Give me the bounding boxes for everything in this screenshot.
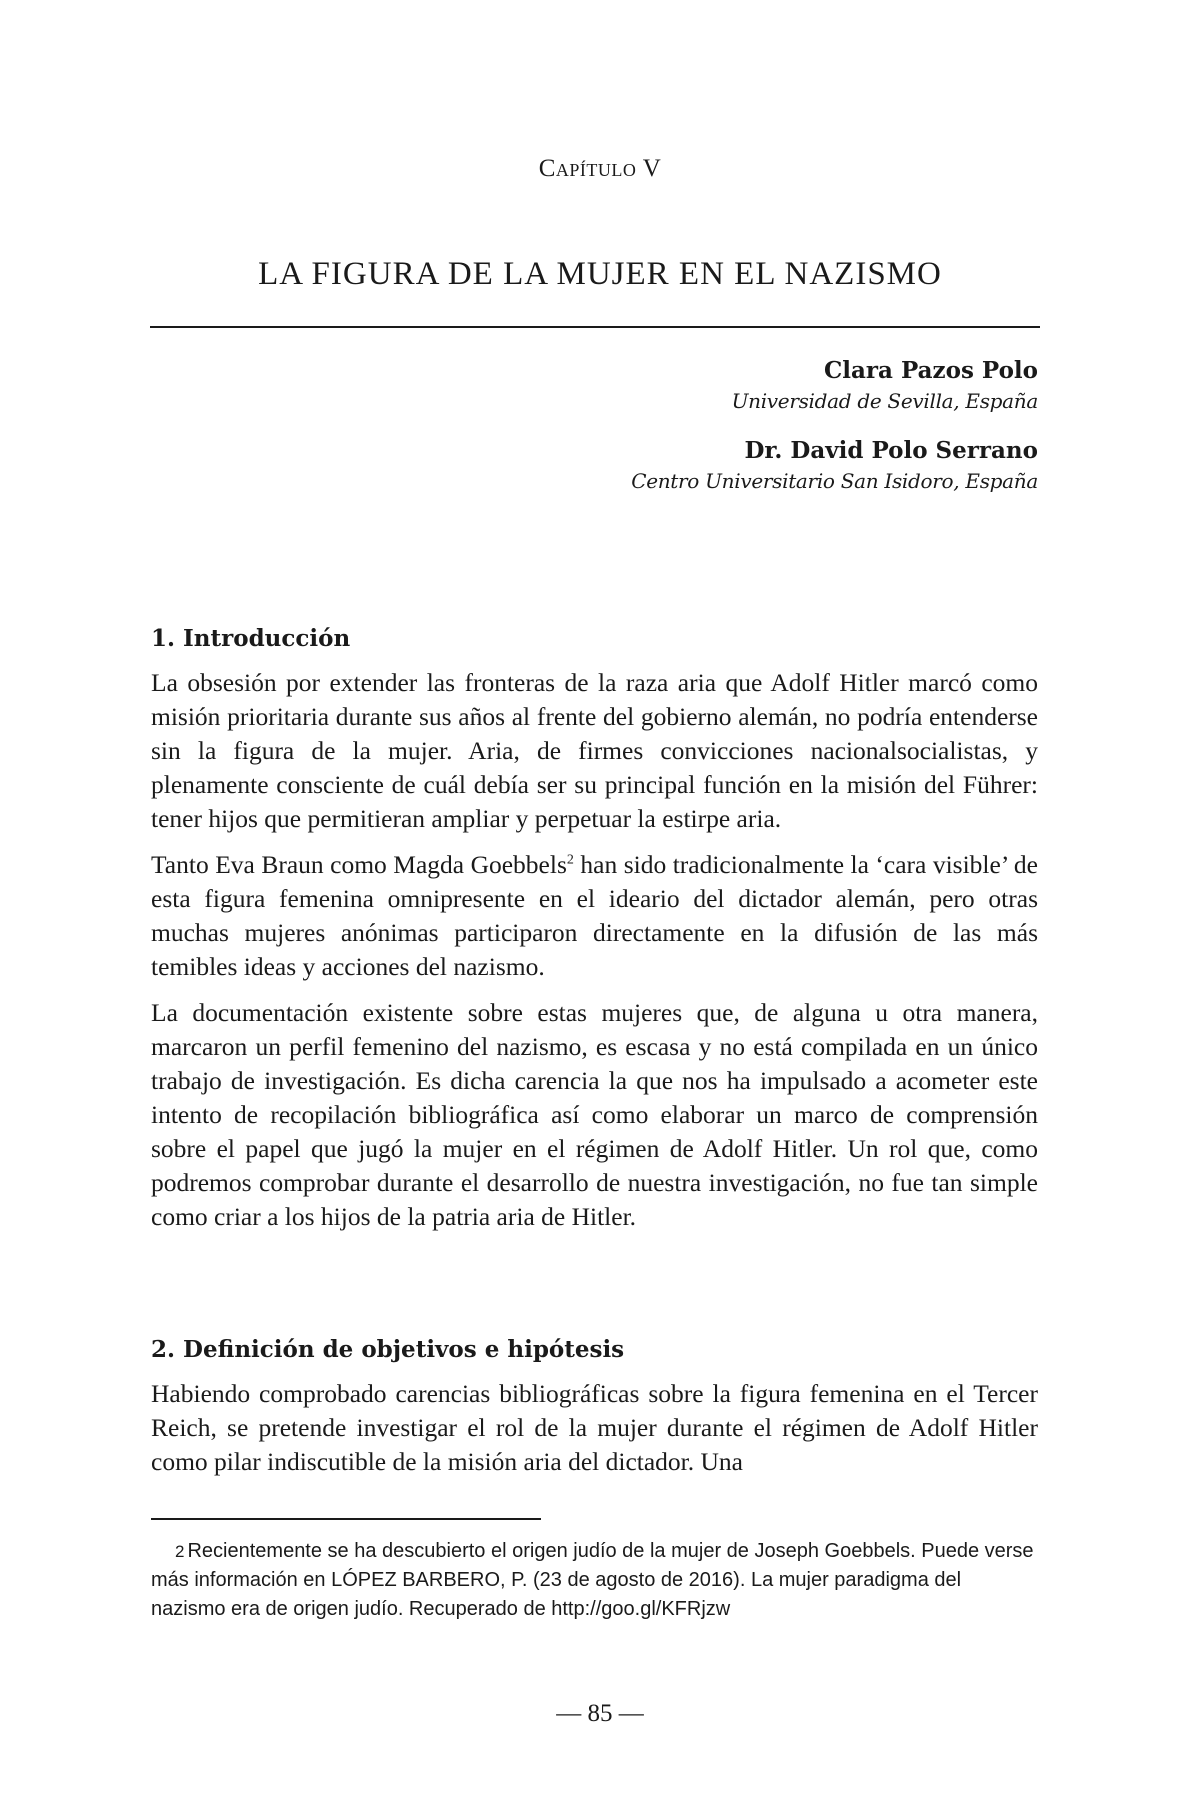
section-heading: 1. Introducción: [151, 625, 351, 652]
paragraph-text: han sido tradicionalmente la ‘cara visible’ de esta figura femenina omnipresente en el ideario del dictador alemán, pero otras muchas mujeres anónimas participaron directamente en la difusión de las más temibles ideas y acciones del nazismo.: [151, 850, 1038, 981]
author-name: Dr. David Polo Serrano: [744, 437, 1038, 464]
chapter-title: LA FIGURA DE LA MUJER EN EL NAZISMO: [258, 256, 942, 292]
author-block: [631, 356, 1038, 516]
author-affiliation: Centro Universitario San Isidoro, España: [631, 469, 1038, 493]
footnote: [151, 1537, 1038, 1624]
author-affiliation: Universidad de Sevilla, España: [731, 389, 1038, 413]
author-name: Clara Pazos Polo: [823, 357, 1038, 384]
paragraph-text: Tanto Eva Braun como Magda Goebbels: [151, 850, 567, 879]
section-objectives: [151, 1335, 1038, 1491]
footnote-number: 2: [175, 1542, 185, 1561]
section-introduction: [151, 624, 1038, 1246]
footnote-divider: [151, 1518, 541, 1520]
page-number: — 85 —: [556, 1700, 644, 1727]
footnote-text: Recientemente se ha descubierto el origen judío de la mujer de Joseph Goebbels. Puede verse más información en LÓPEZ BARBERO, P. (23 de agosto de 2016). La mujer paradigma del nazismo era de origen judío. Recuperado de http://goo.gl/KFRjzw: [151, 1540, 1034, 1620]
section-heading: 2. Definición de objetivos e hipótesis: [151, 1336, 625, 1363]
title-divider: [150, 326, 1040, 328]
paragraph: La documentación existente sobre estas mujeres que, de alguna u otra manera, marcaron un perfil femenino del nazismo, es escasa y no está compilada en un único trabajo de investigación. Es dicha carencia la que nos ha impulsado a acometer este intento de recopilación bibliográfica así como elaborar un marco de comprensión sobre el papel que jugó la mujer en el régimen de Adolf Hitler. Un rol que, como podremos comprobar durante el desarrollo de nuestra investigación, no fue tan simple como criar a los hijos de la patria aria de Hitler.: [151, 998, 1038, 1231]
footnote-reference[interactable]: 2: [566, 852, 574, 868]
paragraph: La obsesión por extender las fronteras de la raza aria que Adolf Hitler marcó como misión prioritaria durante sus años al frente del gobierno alemán, no podría entenderse sin la figura de la mujer. Aria, de firmes convicciones nacionalsocialistas, y plenamente consciente de cuál debía ser su principal función en la misión del Führer: tener hijos que permitieran ampliar y perpetuar la estirpe aria.: [151, 668, 1038, 833]
chapter-label: Capítulo V: [538, 155, 662, 182]
paragraph: Habiendo comprobado carencias bibliográficas sobre la figura femenina en el Tercer Reich, se pretende investigar el rol de la mujer durante el régimen de Adolf Hitler como pilar indiscutible de la misión aria del dictador. Una: [151, 1379, 1038, 1476]
paragraph: [151, 848, 1038, 984]
